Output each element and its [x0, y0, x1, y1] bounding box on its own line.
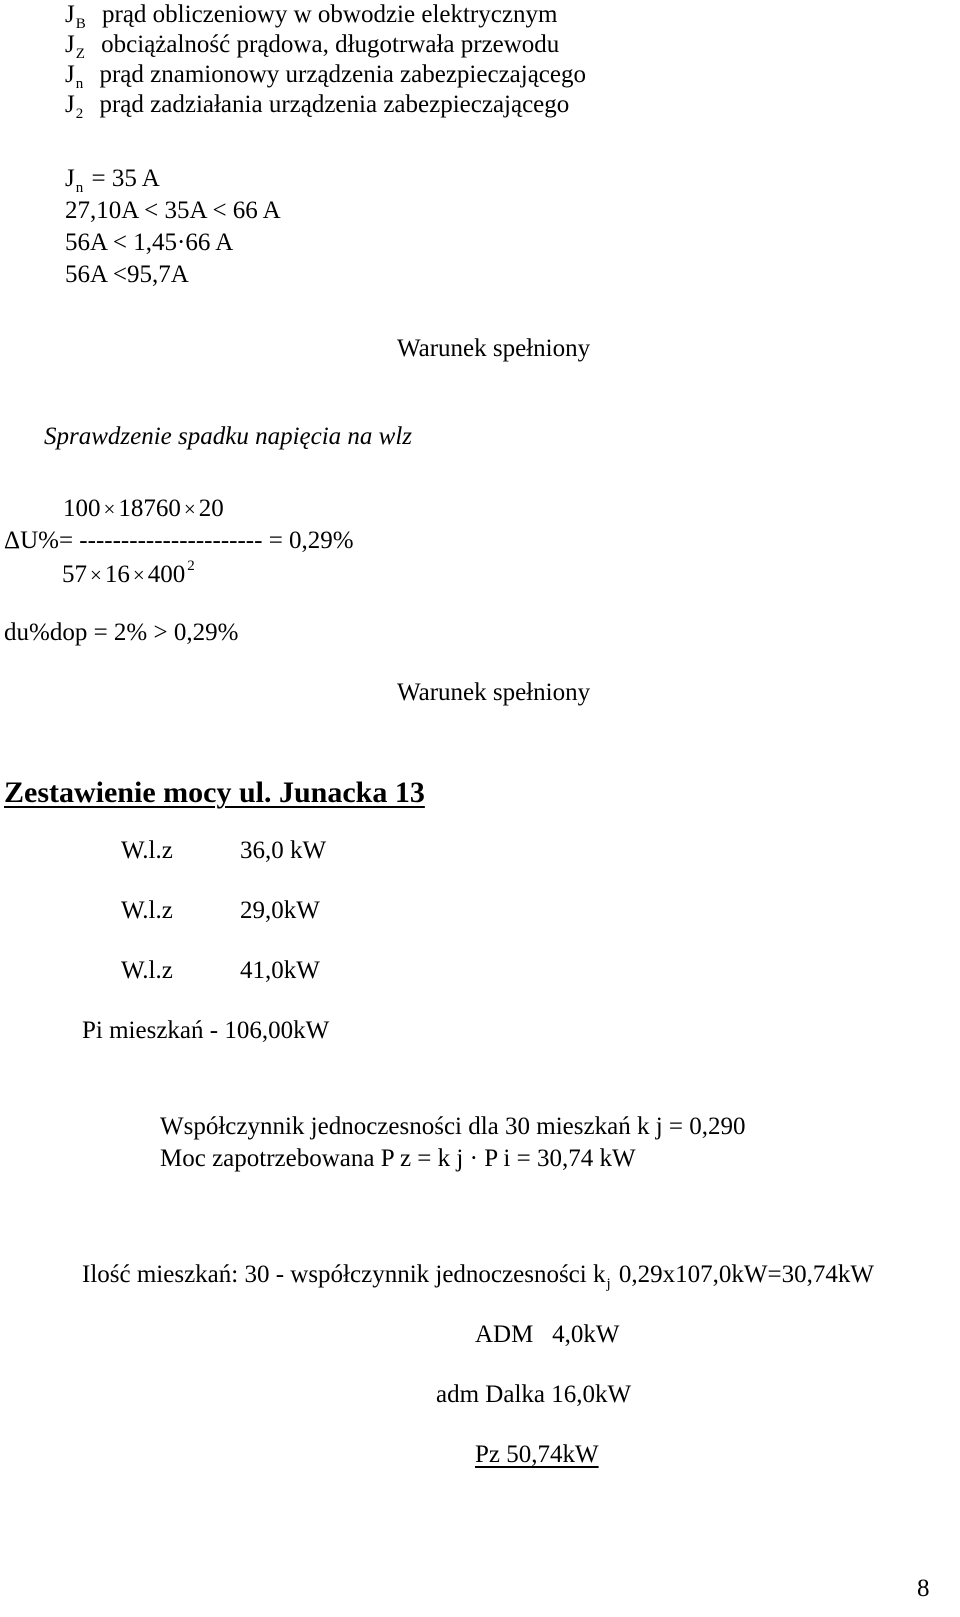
check-line-4: 56A <95,7A [65, 261, 189, 288]
summary-row-label: W.l.z [121, 957, 173, 984]
summary-row-value: 29,0kW [240, 897, 320, 924]
apartments-count-line: Ilość mieszkań: 30 - współczynnik jednoczesności $k_j$ 0,29x107,0kW=30,74kW [82, 1261, 874, 1292]
voltage-formula: ΔU%= ---------------------- = 0,29% [4, 527, 354, 554]
summary-row-label: W.l.z [121, 837, 173, 864]
jn-value: $J_n = 35$ A [65, 165, 160, 196]
condition-met-2: Warunek spełniony [397, 679, 591, 706]
voltage-denominator: 57 × 16 × 400 $^2$ [62, 558, 195, 588]
voltage-drop-heading: Sprawdzenie spadku napięcia na wlz [44, 423, 413, 450]
legend-jn: $J_n$ prąd znamionowy urządzenia zabezpieczającego [65, 61, 586, 92]
page-number: 8 [917, 1575, 930, 1602]
pz-total: Pz 50,74kW [475, 1441, 599, 1468]
coefficient-line: Współczynnik jednoczesności dla 30 mieszkań k j = 0,290 [160, 1113, 746, 1140]
summary-row-label: W.l.z [121, 897, 173, 924]
adm-power: ADM 4,0kW [475, 1321, 620, 1348]
summary-row-value: 41,0kW [240, 957, 320, 984]
check-line-3: 56A < 1,45·66 A [65, 229, 234, 256]
demand-power-line: Moc zapotrzebowana P z = k j · P i = 30,74 kW [160, 1145, 636, 1172]
summary-title: Zestawienie mocy ul. Junacka 13 [4, 776, 425, 809]
voltage-numerator: 100 × 18760 × 20 [63, 495, 224, 522]
check-line-2: 27,10A < 35A < 66 A [65, 197, 281, 224]
legend-j2: $J_2$ prąd zadziałania urządzenia zabezpieczającego [65, 91, 570, 122]
legend-jz: $J_Z$ obciążalność prądowa, długotrwała przewodu [65, 31, 560, 62]
condition-met-1: Warunek spełniony [397, 335, 591, 362]
legend-jb: $J_B$ prąd obliczeniowy w obwodzie elektrycznym [65, 1, 558, 32]
allowed-drop: du%dop = 2% > 0,29% [4, 619, 239, 646]
summary-row-value: 36,0 kW [240, 837, 327, 864]
adm-dalka-power: adm Dalka 16,0kW [436, 1381, 632, 1408]
total-power: Pi mieszkań - 106,00kW [82, 1017, 330, 1044]
